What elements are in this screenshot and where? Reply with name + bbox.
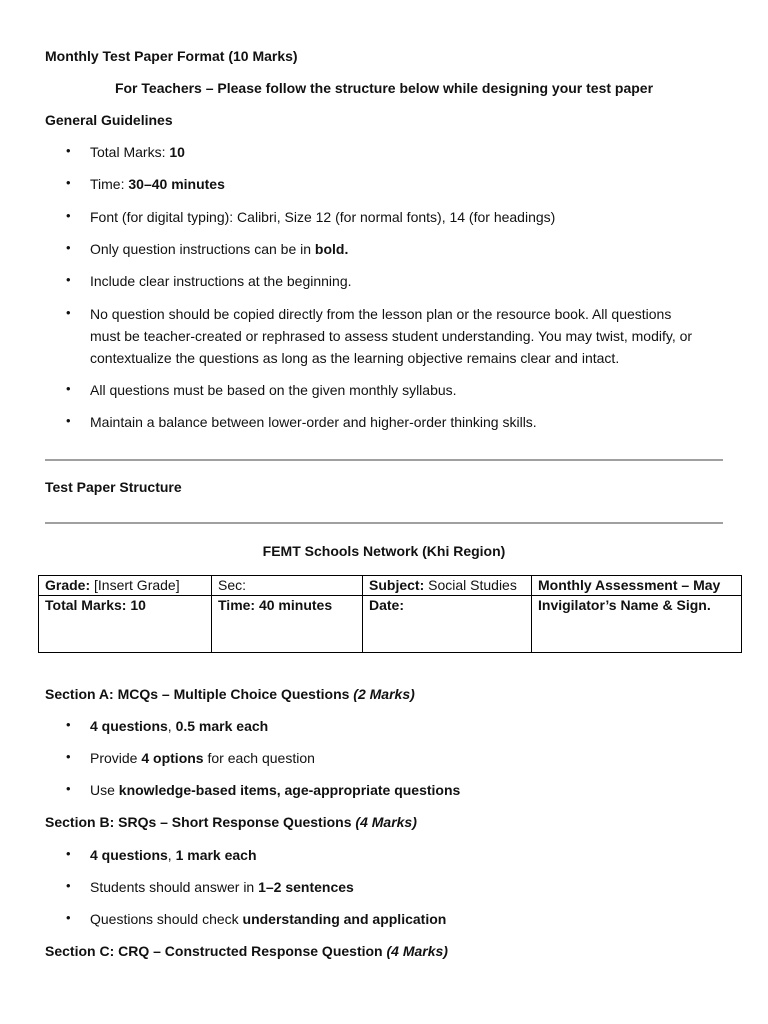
- section-b-title: Section B: SRQs – Short Response Questions: [45, 814, 356, 830]
- list-item-text: ,: [167, 847, 176, 863]
- bullet-icon: •: [66, 143, 71, 158]
- section-b-marks: (4 Marks): [355, 814, 417, 830]
- list-item-text: Provide: [90, 750, 142, 766]
- list-item-bold-text: bold.: [314, 241, 349, 257]
- time-cell: [212, 596, 363, 653]
- section-a-marks: (2 Marks): [353, 686, 415, 702]
- list-item-bold-text: knowledge-based items, age-appropriate questions: [118, 782, 461, 798]
- test-header-table: [38, 575, 742, 653]
- assessment-title: Monthly Assessment – May: [538, 577, 721, 593]
- bullet-icon: •: [66, 413, 71, 428]
- list-item-text: Include clear instructions at the beginning.: [90, 273, 352, 289]
- section-c-title: Section C: CRQ – Constructed Response Question: [45, 943, 387, 959]
- list-item-bold-text: 4 questions: [90, 847, 168, 863]
- document-title: Monthly Test Paper Format (10 Marks): [45, 48, 298, 64]
- section-c-heading: [45, 942, 448, 960]
- list-item-bold-text: 4 options: [141, 750, 204, 766]
- grade-cell: [39, 576, 212, 596]
- bullet-icon: •: [66, 781, 71, 796]
- bullet-icon: •: [66, 208, 71, 223]
- bullet-icon: •: [66, 381, 71, 396]
- list-item-bold-text: 4 questions: [90, 718, 168, 734]
- list-item-bold-text: 10: [169, 144, 185, 160]
- horizontal-divider: [45, 522, 723, 524]
- bullet-icon: •: [66, 175, 71, 190]
- subject-label: Subject:: [369, 577, 425, 593]
- bullet-icon: •: [66, 878, 71, 893]
- grade-label: Grade:: [45, 577, 91, 593]
- list-item-text: No question should be copied directly from the lesson plan or the resource book. All questions: [90, 306, 672, 322]
- list-item-bold-text: 1–2 sentences: [258, 879, 354, 895]
- sec-label: Sec:: [218, 577, 247, 593]
- bullet-icon: •: [66, 305, 71, 320]
- table-row: [39, 596, 742, 653]
- horizontal-divider: [45, 459, 723, 461]
- list-item-text: Only question instructions can be in: [90, 241, 315, 257]
- list-item-text: for each question: [203, 750, 315, 766]
- time-label: Time: 40 minutes: [218, 597, 333, 613]
- structure-heading: Test Paper Structure: [45, 479, 182, 495]
- section-a-heading: [45, 685, 415, 703]
- list-item-text: must be teacher-created or rephrased to assess student understanding. You may twist, modify, or: [90, 328, 693, 344]
- assessment-cell: [532, 576, 742, 596]
- list-item-bold-text: 1 mark each: [175, 847, 257, 863]
- guidelines-heading: General Guidelines: [45, 112, 173, 128]
- date-cell: [363, 596, 532, 653]
- list-item-text: Questions should check: [90, 911, 243, 927]
- list-item-bold-text: understanding and application: [242, 911, 447, 927]
- list-item-bold-text: 0.5 mark each: [175, 718, 269, 734]
- section-c-marks: (4 Marks): [386, 943, 448, 959]
- bullet-icon: •: [66, 846, 71, 861]
- invigilator-cell: [532, 596, 742, 653]
- list-item-text: Total Marks:: [90, 144, 170, 160]
- total-marks-label: Total Marks: 10: [45, 597, 146, 613]
- section-a-title: Section A: MCQs – Multiple Choice Questions: [45, 686, 354, 702]
- subject-value: Social Studies: [424, 577, 517, 593]
- bullet-icon: •: [66, 240, 71, 255]
- list-item-bold-text: 30–40 minutes: [128, 176, 225, 192]
- date-label: Date:: [369, 597, 405, 613]
- sec-cell: [212, 576, 363, 596]
- section-b-heading: [45, 813, 417, 831]
- grade-value: [Insert Grade]: [90, 577, 180, 593]
- list-item-text: Students should answer in: [90, 879, 259, 895]
- document-subtitle: For Teachers – Please follow the structure below while designing your test paper: [114, 80, 654, 96]
- subject-cell: [363, 576, 532, 596]
- list-item-text: Maintain a balance between lower-order and higher-order thinking skills.: [90, 414, 537, 430]
- list-item-text: All questions must be based on the given monthly syllabus.: [90, 382, 457, 398]
- bullet-icon: •: [66, 717, 71, 732]
- list-item-text: Use: [90, 782, 119, 798]
- total-marks-cell: [39, 596, 212, 653]
- school-name: FEMT Schools Network (Khi Region): [262, 543, 506, 559]
- list-item-text: contextualize the questions as long as the learning objective remains clear and intact.: [90, 350, 620, 366]
- list-item-text: ,: [167, 718, 176, 734]
- bullet-icon: •: [66, 910, 71, 925]
- list-item-text: Font (for digital typing): Calibri, Size 12 (for normal fonts), 14 (for headings): [90, 209, 556, 225]
- bullet-icon: •: [66, 272, 71, 287]
- list-item-text: Time:: [90, 176, 129, 192]
- table-row: [39, 576, 742, 596]
- bullet-icon: •: [66, 749, 71, 764]
- invigilator-label: Invigilator’s Name & Sign.: [538, 597, 711, 613]
